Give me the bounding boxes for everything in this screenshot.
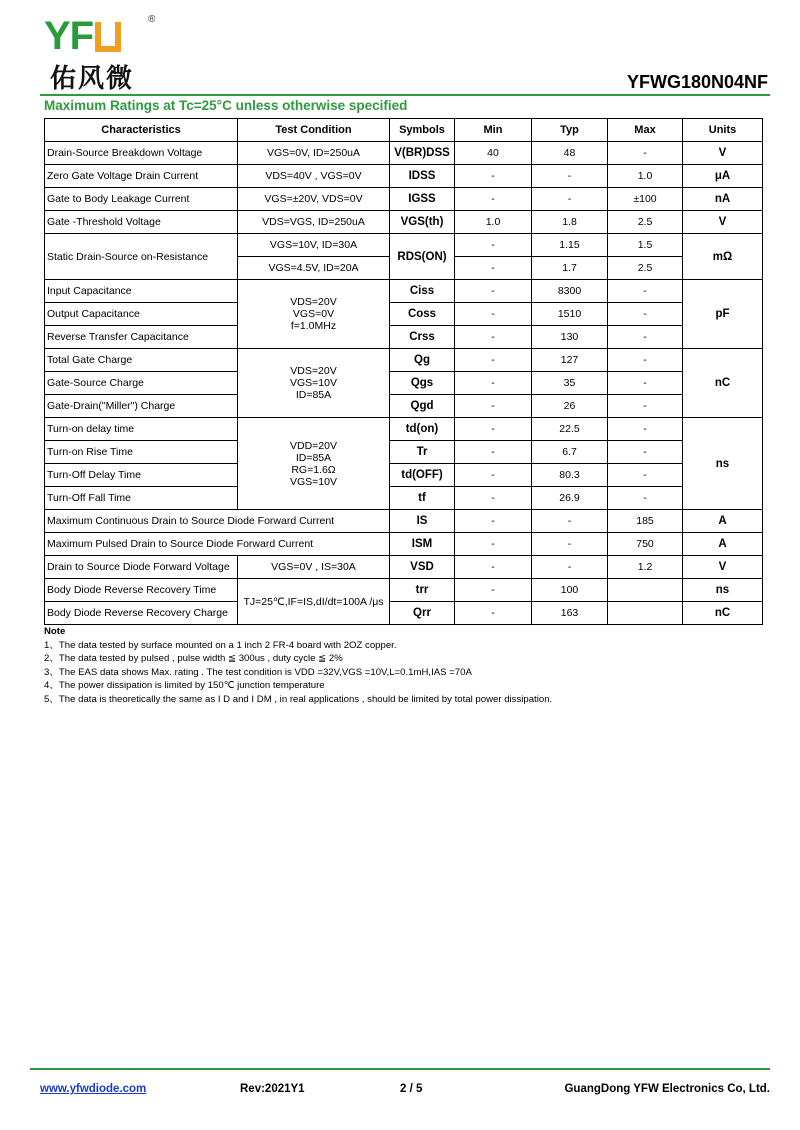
symbol: Qg: [390, 349, 455, 372]
char-name: Gate -Threshold Voltage: [45, 211, 238, 234]
logo-chinese-name: 佑风微: [50, 64, 135, 94]
test-condition: VDS=40V , VGS=0V: [238, 165, 390, 188]
unit: nA: [683, 188, 763, 211]
symbol: Coss: [390, 303, 455, 326]
table-row: [45, 303, 763, 326]
max-value: 1.0: [608, 165, 683, 188]
table-row: [45, 510, 763, 533]
table-row: [45, 326, 763, 349]
col-header: Characteristics: [45, 119, 238, 142]
typ-value: -: [532, 188, 608, 211]
col-header: Typ: [532, 119, 608, 142]
max-value: 1.5: [608, 234, 683, 257]
unit: V: [683, 142, 763, 165]
symbol: td(on): [390, 418, 455, 441]
symbol: IS: [390, 510, 455, 533]
min-value: -: [455, 395, 532, 418]
note-item: 5、The data is theoretically the same as I D and I DM , in real applications , should be limited by total power dissipation.: [44, 693, 553, 705]
typ-value: 100: [532, 579, 608, 602]
table-row: [45, 395, 763, 418]
min-value: -: [455, 349, 532, 372]
max-value: -: [608, 349, 683, 372]
table-row: [45, 464, 763, 487]
char-name: Total Gate Charge: [45, 349, 238, 372]
col-header: Units: [683, 119, 763, 142]
max-value: 2.5: [608, 211, 683, 234]
typ-value: 1.7: [532, 257, 608, 280]
condition-line: VGS=0V: [292, 308, 335, 320]
char-name: Body Diode Reverse Recovery Time: [45, 579, 238, 602]
unit: nC: [683, 602, 763, 625]
min-value: -: [455, 464, 532, 487]
condition-line: VGS=10V: [290, 475, 337, 488]
char-name: Maximum Pulsed Drain to Source Diode Forward Current: [45, 533, 390, 556]
char-name: Turn-on Rise Time: [45, 441, 238, 464]
min-value: -: [455, 441, 532, 464]
max-value: -: [608, 487, 683, 510]
symbol: Tr: [390, 441, 455, 464]
condition-line: VGS=10V: [290, 377, 337, 389]
min-value: -: [455, 326, 532, 349]
table-row: [45, 372, 763, 395]
typ-value: 1.8: [532, 211, 608, 234]
note-item: 3、The EAS data shows Max. rating . The test condition is VDD =32V,VGS =10V,L=0.1mH,IAS =70A: [44, 666, 472, 678]
symbol: IGSS: [390, 188, 455, 211]
notes-section: [44, 625, 552, 706]
min-value: -: [455, 257, 532, 280]
company-name: GuangDong YFW Electronics Co, Ltd.: [564, 1083, 770, 1095]
symbol: VSD: [390, 556, 455, 579]
condition-line: f=1.0MHz: [290, 320, 337, 332]
table-row: [45, 280, 763, 303]
typ-value: 1510: [532, 303, 608, 326]
char-name: Drain to Source Diode Forward Voltage: [45, 556, 238, 579]
condition-line: VDS=20V: [290, 365, 337, 377]
typ-value: -: [532, 556, 608, 579]
unit: nC: [683, 349, 763, 418]
symbol: tf: [390, 487, 455, 510]
max-value: -: [608, 372, 683, 395]
char-name: Static Drain-Source on-Resistance: [45, 234, 238, 280]
note-item: 1、The data tested by surface mounted on a 1 inch 2 FR-4 board with 2OZ copper.: [44, 639, 397, 651]
max-value: -: [608, 280, 683, 303]
char-name: Gate to Body Leakage Current: [45, 188, 238, 211]
min-value: -: [455, 556, 532, 579]
table-row: [45, 441, 763, 464]
char-name: Zero Gate Voltage Drain Current: [45, 165, 238, 188]
table-row: [45, 142, 763, 165]
typ-value: 8300: [532, 280, 608, 303]
test-condition: TJ=25℃,IF=IS,dI/dt=100A /μs: [238, 579, 390, 625]
table-row: [45, 418, 763, 441]
ratings-table: [44, 118, 763, 625]
company-logo: [44, 16, 154, 96]
note-item: 4、The power dissipation is limited by 150℃ junction temperature: [44, 680, 325, 691]
min-value: -: [455, 533, 532, 556]
symbol: trr: [390, 579, 455, 602]
table-row: [45, 211, 763, 234]
max-value: -: [608, 326, 683, 349]
footer-divider: [30, 1068, 770, 1070]
max-value: 750: [608, 533, 683, 556]
max-value: ±100: [608, 188, 683, 211]
max-value: 185: [608, 510, 683, 533]
typ-value: 80.3: [532, 464, 608, 487]
char-name: Turn-Off Delay Time: [45, 464, 238, 487]
unit: V: [683, 211, 763, 234]
symbol: Qgs: [390, 372, 455, 395]
website-link[interactable]: www.yfwdiode.com: [40, 1083, 147, 1095]
max-value: -: [608, 441, 683, 464]
table-row: [45, 602, 763, 625]
symbol: V(BR)DSS: [390, 142, 455, 165]
unit: mΩ: [683, 234, 763, 280]
table-row: [45, 533, 763, 556]
typ-value: 48: [532, 142, 608, 165]
max-value: -: [608, 142, 683, 165]
max-value: -: [608, 303, 683, 326]
unit: ns: [683, 418, 763, 510]
unit: V: [683, 556, 763, 579]
min-value: -: [455, 280, 532, 303]
min-value: -: [455, 372, 532, 395]
condition-line: RG=1.6Ω: [291, 463, 336, 476]
table-row: [45, 487, 763, 510]
table-row: [45, 349, 763, 372]
condition-line: ID=85A: [295, 389, 332, 401]
test-condition: VGS=±20V, VDS=0V: [238, 188, 390, 211]
table-row: [45, 234, 763, 257]
char-name: Gate-Source Charge: [45, 372, 238, 395]
condition-line: VDS=20V: [290, 296, 337, 308]
char-name: Input Capacitance: [45, 280, 238, 303]
symbol: Qrr: [390, 602, 455, 625]
unit: pF: [683, 280, 763, 349]
page-number: 2 / 5: [400, 1083, 423, 1095]
max-value: -: [608, 395, 683, 418]
typ-value: 26: [532, 395, 608, 418]
char-name: Turn-Off Fall Time: [45, 487, 238, 510]
typ-value: 1.15: [532, 234, 608, 257]
typ-value: 26.9: [532, 487, 608, 510]
min-value: -: [455, 579, 532, 602]
col-header: Symbols: [390, 119, 455, 142]
note-item: 2、The data tested by pulsed , pulse width ≦ 300us , duty cycle ≦ 2%: [44, 653, 343, 664]
max-value: [608, 602, 683, 625]
unit: A: [683, 533, 763, 556]
unit: A: [683, 510, 763, 533]
char-name: Maximum Continuous Drain to Source Diode Forward Current: [45, 510, 390, 533]
typ-value: 35: [532, 372, 608, 395]
typ-value: 130: [532, 326, 608, 349]
test-condition-group: [238, 280, 390, 349]
max-value: -: [608, 464, 683, 487]
table-header-row: [45, 119, 763, 142]
typ-value: 6.7: [532, 441, 608, 464]
part-number: YFWG180N04NF: [626, 72, 768, 92]
min-value: -: [455, 165, 532, 188]
unit: ns: [683, 579, 763, 602]
symbol: Crss: [390, 326, 455, 349]
typ-value: -: [532, 510, 608, 533]
test-condition: VGS=0V , IS=30A: [238, 556, 390, 579]
table-row: [45, 165, 763, 188]
table-row: [45, 579, 763, 602]
table-row: [45, 188, 763, 211]
typ-value: -: [532, 165, 608, 188]
max-value: 2.5: [608, 257, 683, 280]
col-header: Min: [455, 119, 532, 142]
header-divider: [40, 94, 770, 96]
unit: μA: [683, 165, 763, 188]
char-name: Drain-Source Breakdown Voltage: [45, 142, 238, 165]
symbol: IDSS: [390, 165, 455, 188]
min-value: -: [455, 510, 532, 533]
test-condition: VGS=0V, ID=250uA: [238, 142, 390, 165]
min-value: -: [455, 234, 532, 257]
char-name: Output Capacitance: [45, 303, 238, 326]
typ-value: 22.5: [532, 418, 608, 441]
min-value: -: [455, 418, 532, 441]
min-value: -: [455, 303, 532, 326]
typ-value: 163: [532, 602, 608, 625]
min-value: -: [455, 188, 532, 211]
logo-wordmark: YF: [44, 16, 121, 56]
col-header: Test Condition: [238, 119, 390, 142]
section-title: Maximum Ratings at Tc=25°C unless otherwise specified: [44, 98, 408, 113]
max-value: [608, 579, 683, 602]
symbol: ISM: [390, 533, 455, 556]
typ-value: -: [532, 533, 608, 556]
table-row: [45, 556, 763, 579]
symbol: VGS(th): [390, 211, 455, 234]
test-condition: VGS=4.5V, ID=20A: [238, 257, 390, 280]
test-condition: VDS=VGS, ID=250uA: [238, 211, 390, 234]
char-name: Gate-Drain("Miller") Charge: [45, 395, 238, 418]
condition-line: ID=85A: [295, 451, 332, 464]
notes-title: Note: [44, 626, 66, 637]
condition-line: VDD=20V: [290, 439, 337, 452]
revision-label: Rev:2021Y1: [240, 1083, 305, 1095]
registered-mark: ®: [148, 14, 156, 25]
char-name: Body Diode Reverse Recovery Charge: [45, 602, 238, 625]
symbol: td(OFF): [390, 464, 455, 487]
min-value: -: [455, 602, 532, 625]
min-value: 40: [455, 142, 532, 165]
test-condition: VGS=10V, ID=30A: [238, 234, 390, 257]
max-value: -: [608, 418, 683, 441]
min-value: -: [455, 487, 532, 510]
min-value: 1.0: [455, 211, 532, 234]
max-value: 1.2: [608, 556, 683, 579]
symbol: Qgd: [390, 395, 455, 418]
col-header: Max: [608, 119, 683, 142]
test-condition-group: [238, 418, 390, 510]
typ-value: 127: [532, 349, 608, 372]
char-name: Turn-on delay time: [45, 418, 238, 441]
symbol: Ciss: [390, 280, 455, 303]
char-name: Reverse Transfer Capacitance: [45, 326, 238, 349]
symbol: RDS(ON): [390, 234, 455, 280]
test-condition-group: [238, 349, 390, 418]
